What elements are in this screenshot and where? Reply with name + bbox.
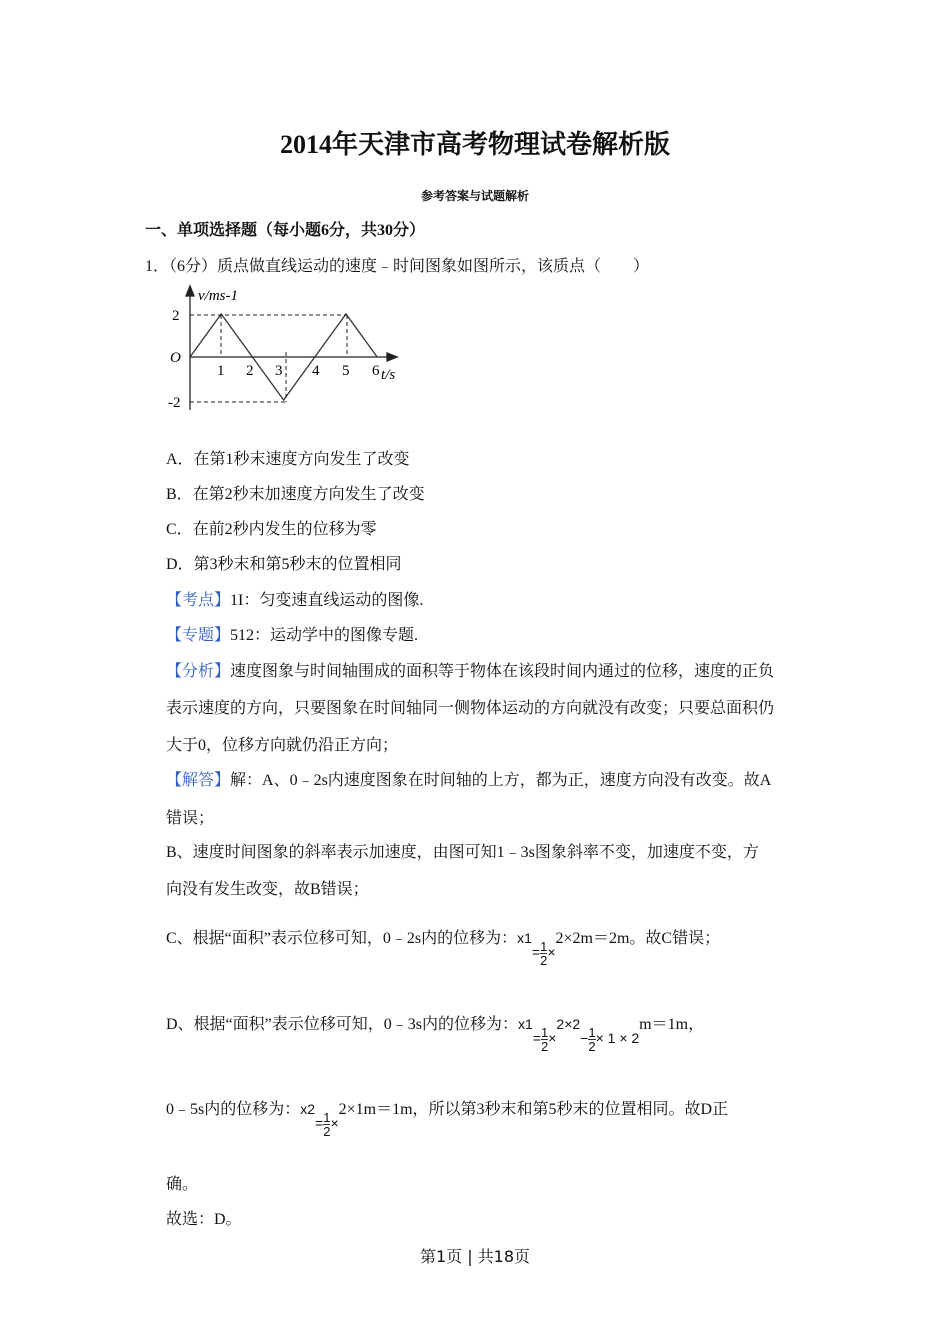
- option-d: D．第3秒末和第5秒末的位置相同: [166, 556, 402, 573]
- eq: =: [531, 944, 541, 960]
- kaodian: [166, 587, 423, 610]
- x-axis-label: t/s: [381, 367, 396, 383]
- times: ×: [330, 1115, 339, 1131]
- fenxi-tag: 【分析】: [166, 663, 231, 680]
- times: ×: [547, 944, 556, 960]
- fraction-2: [588, 1026, 595, 1053]
- x-tick-4: 4: [312, 363, 320, 379]
- times: ×: [548, 1030, 557, 1046]
- den: 2: [588, 1038, 596, 1054]
- den: 2: [540, 952, 548, 968]
- x-tick-5: 5: [342, 363, 350, 379]
- solution-c-rest: 2×2m＝2m。故C错误；: [555, 930, 721, 947]
- solution-d: [166, 1011, 705, 1054]
- y-tick-neg2: -2: [168, 395, 181, 411]
- fenxi-line-3: 大于0，位移方向就仍沿正方向；: [166, 737, 399, 754]
- page-footer: 第1页 | 共18页: [419, 1247, 531, 1266]
- num: 1: [540, 1024, 549, 1040]
- zhuanti: [166, 622, 418, 645]
- option-a: A．在第1秒末速度方向发生了改变: [166, 451, 410, 468]
- solution-d-text: D、根据“面积”表示位移可知，0﹣3s内的位移为：: [166, 1016, 518, 1033]
- x-tick-6: 6: [372, 363, 380, 379]
- solution-e-text: 0﹣5s内的位移为：: [166, 1101, 301, 1118]
- zhuanti-tag: 【专题】: [166, 627, 231, 644]
- solution-c: [166, 925, 721, 968]
- zhuanti-text: 512：运动学中的图像专题.: [230, 627, 419, 644]
- jieda-line-4: 向没有发生改变，故B错误；: [166, 881, 369, 898]
- solution-c-text: C、根据“面积”表示位移可知，0﹣2s内的位移为：: [166, 930, 518, 947]
- jieda-tag: 【解答】: [166, 772, 231, 789]
- option-b: B．在第2秒末加速度方向发生了改变: [166, 486, 425, 503]
- den: 2: [323, 1123, 331, 1139]
- minus: −: [580, 1030, 589, 1046]
- var: x1: [517, 930, 532, 946]
- solution-end: 确。: [166, 1176, 199, 1193]
- page-title: 2014年天津市高考物理试卷解析版: [279, 130, 670, 159]
- answer: 故选：D。: [166, 1211, 242, 1228]
- eq: =: [315, 1115, 324, 1131]
- y-axis-label: v/ms-1: [198, 288, 238, 304]
- den: 2: [540, 1038, 549, 1054]
- num: 1: [540, 938, 548, 954]
- fenxi-line-1: [166, 658, 774, 681]
- velocity-time-graph: [160, 282, 410, 417]
- kaodian-text: 1I：匀变速直线运动的图像.: [230, 592, 424, 609]
- x-tick-1: 1: [217, 363, 225, 379]
- v-axis-arrow: [186, 286, 194, 296]
- jieda-line-1: [166, 767, 771, 790]
- subtitle: 参考答案与试题解析: [420, 189, 529, 203]
- mid: 2×2: [556, 1016, 581, 1032]
- origin-label: O: [170, 350, 181, 366]
- solution-e: [166, 1096, 729, 1139]
- x-tick-2: 2: [246, 363, 254, 379]
- t-axis-arrow: [387, 353, 397, 361]
- x-tick-3: 3: [275, 363, 283, 379]
- var: x2: [300, 1101, 316, 1117]
- var: x1: [518, 1016, 533, 1032]
- num: 1: [588, 1024, 596, 1040]
- solution-d-rest: m＝1m，: [639, 1016, 705, 1033]
- section-heading: 一、单项选择题（每小题6分，共30分）: [145, 222, 426, 239]
- tail: × 1 × 2: [595, 1030, 640, 1046]
- fenxi-line-2: 表示速度的方向，只要图象在时间轴同一侧物体运动的方向就没有改变；只要总面积仍: [166, 700, 775, 717]
- eq: =: [532, 1030, 541, 1046]
- jieda-text: 解：A、0﹣2s内速度图象在时间轴的上方，都为正，速度方向没有改变。故A: [230, 772, 772, 789]
- jieda-line-3: B、速度时间图象的斜率表示加速度，由图可知1﹣3s图象斜率不变，加速度不变，方: [166, 844, 759, 861]
- option-c: C．在前2秒内发生的位移为零: [166, 521, 377, 538]
- y-tick-2: 2: [172, 308, 180, 324]
- fenxi-text: 速度图象与时间轴围成的面积等于物体在该段时间内通过的位移，速度的正负: [230, 663, 775, 680]
- kaodian-tag: 【考点】: [166, 592, 231, 609]
- question-stem: 1．（6分）质点做直线运动的速度﹣时间图象如图所示，该质点（ ）: [145, 258, 650, 275]
- jieda-line-2: 错误；: [166, 810, 215, 827]
- num: 1: [323, 1109, 331, 1125]
- solution-e-rest: 2×1m＝1m，所以第3秒末和第5秒末的位置相同。故D正: [338, 1101, 729, 1118]
